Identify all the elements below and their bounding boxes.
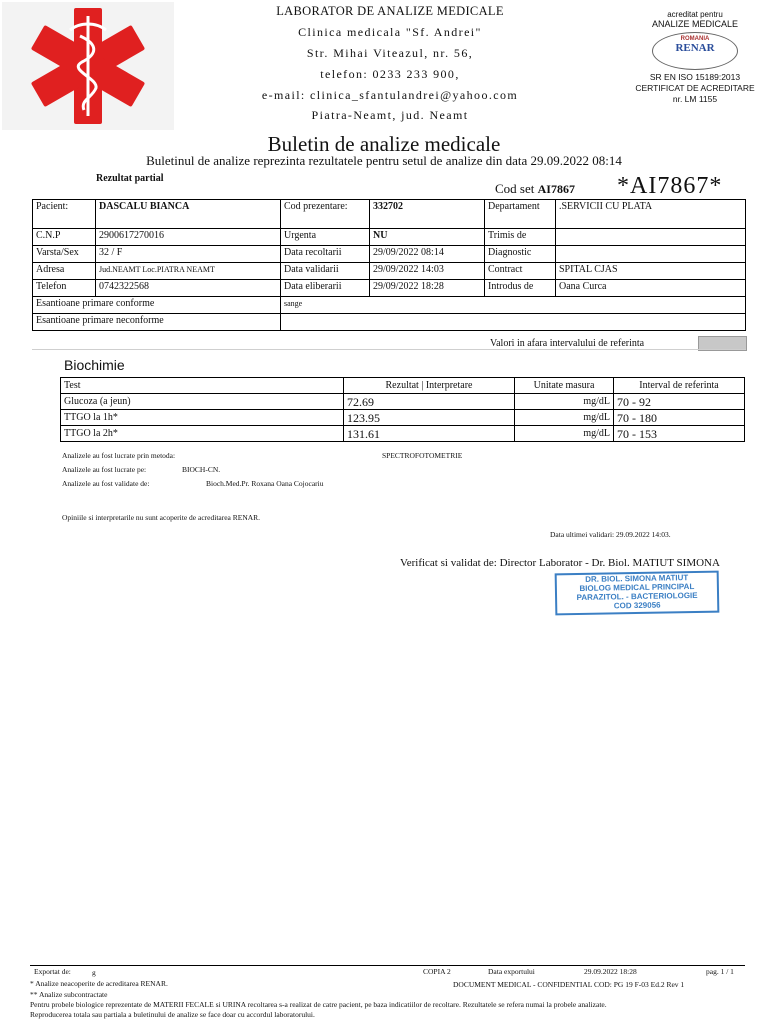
cnp-label: C.N.P <box>33 229 96 246</box>
contract-value: SPITAL CJAS <box>556 263 746 280</box>
stamp-line1: DR. BIOL. SIMONA MATIUT <box>585 573 689 584</box>
urgenta-label: Urgenta <box>281 229 370 246</box>
renar-logo <box>652 32 738 70</box>
table-row <box>33 246 746 263</box>
data-validarii-label: Data validarii <box>281 263 370 280</box>
lab-name: LABORATOR DE ANALIZE MEDICALE <box>276 4 504 18</box>
report-title: Buletin de analize medicale <box>267 132 501 156</box>
stamp-line4: COD 329056 <box>613 600 661 611</box>
test-ref: 70 - 180 <box>614 410 745 426</box>
table-header-row <box>61 378 745 394</box>
test-unit: mg/dL <box>515 426 614 442</box>
renar-logo-main: RENAR <box>675 42 715 54</box>
accreditation-line1: acreditat pentru <box>667 10 723 19</box>
samples-nonconform-label: Esantioane primare neconforme <box>33 314 281 331</box>
export-date-label: Data exportului <box>488 967 535 976</box>
urgenta-value: NU <box>370 229 485 246</box>
clinic-phone: telefon: 0233 233 900, <box>320 67 460 81</box>
partial-result-label: Rezultat partial <box>96 173 164 184</box>
test-ref: 70 - 92 <box>614 394 745 410</box>
data-validarii-value: 29/09/2022 14:03 <box>370 263 485 280</box>
patient-name: DASCALU BIANCA <box>96 200 281 229</box>
cod-prezentare-label: Cod prezentare: <box>281 200 370 229</box>
cod-prezentare-value: 332702 <box>370 200 485 229</box>
samples-conform-value: sange <box>281 297 746 314</box>
section-title: Biochimie <box>64 357 125 373</box>
instrument-label: Analizele au fost lucrate pe: <box>62 465 147 474</box>
validated-by-value: Bioch.Med.Pr. Roxana Oana Cojocariu <box>206 479 324 488</box>
accreditation-standard: SR EN ISO 15189:2013 <box>649 72 741 82</box>
departament-value: .SERVICII CU PLATA <box>556 200 746 229</box>
last-validation: Data ultimei validari: 29.09.2022 14:03. <box>550 530 671 539</box>
telefon-value: 0742322568 <box>96 280 281 297</box>
divider <box>32 349 746 350</box>
table-row <box>33 297 746 314</box>
footer-note4: Reproducerea totala sau partiala a buletinului de analize se face doar cu accordul laboratorului. <box>30 1010 315 1019</box>
data-eliberarii-label: Data eliberarii <box>281 280 370 297</box>
cod-set-value: AI7867 <box>537 182 575 196</box>
table-row <box>61 410 745 426</box>
varsta-sex-value: 32 / F <box>96 246 281 263</box>
renar-logo-top: ROMANIA <box>680 36 710 42</box>
test-name: TTGO la 1h* <box>61 410 344 426</box>
clinic-name: Clinica medicala "Sf. Andrei" <box>298 25 482 39</box>
clinic-email: e-mail: clinica_sfantulandrei@yahoo.com <box>261 88 519 102</box>
test-ref: 70 - 153 <box>614 426 745 442</box>
contract-label: Contract <box>485 263 556 280</box>
star-of-life-icon <box>2 2 174 130</box>
col-unit: Unitate masura <box>515 378 614 394</box>
cod-set-label: Cod set <box>495 181 535 196</box>
table-row <box>33 263 746 280</box>
accreditation-certificate: CERTIFICAT DE ACREDITARE <box>635 83 755 93</box>
test-value: 131.61 <box>344 426 515 442</box>
instrument-value: BIOCH-CN. <box>182 465 221 474</box>
cod-set <box>495 181 575 197</box>
clinic-street: Str. Mihai Viteazul, nr. 56, <box>306 46 474 60</box>
document-code: DOCUMENT MEDICAL - CONFIDENTIAL COD: PG 19 F-03 Ed.2 Rev 1 <box>453 980 685 989</box>
test-name: TTGO la 2h* <box>61 426 344 442</box>
col-test: Test <box>61 378 344 394</box>
page-number: pag. 1 / 1 <box>706 967 734 976</box>
table-row <box>33 200 746 229</box>
departament-label: Departament <box>485 200 556 229</box>
footer-note2: ** Analize subcontractate <box>30 990 108 999</box>
validated-by-label: Analizele au fost validate de: <box>62 479 150 488</box>
opinion-note: Opiniile si interpretarile nu sunt acoperite de acreditarea RENAR. <box>62 513 261 522</box>
accreditation-line2: ANALIZE MEDICALE <box>651 19 739 29</box>
export-date-value: 29.09.2022 18:28 <box>584 967 637 976</box>
legend-text: Valori in afara intervalului de referinta <box>490 338 645 349</box>
samples-conform-label: Esantioane primare conforme <box>33 297 281 314</box>
signature-stamp <box>555 571 720 616</box>
varsta-sex-label: Varsta/Sex <box>33 246 96 263</box>
samples-nonconform-value <box>281 314 746 331</box>
copy-label: COPIA 2 <box>423 967 451 976</box>
table-row <box>33 280 746 297</box>
accreditation-block <box>625 10 765 105</box>
stamp-line3: PARAZITOL. - BACTERIOLOGIE <box>576 590 698 603</box>
method-value: SPECTROFOTOMETRIE <box>382 451 463 460</box>
table-row <box>33 229 746 246</box>
trimis-de-label: Trimis de <box>485 229 556 246</box>
col-ref: Interval de referinta <box>614 378 745 394</box>
results-table <box>60 377 745 442</box>
test-value: 72.69 <box>344 394 515 410</box>
trimis-de-value <box>556 229 746 246</box>
test-value: 123.95 <box>344 410 515 426</box>
accreditation-number: nr. LM 1155 <box>672 94 718 104</box>
introdus-de-label: Introdus de <box>485 280 556 297</box>
footer-divider <box>30 965 745 966</box>
clinic-city: Piatra-Neamt, jud. Neamt <box>311 108 469 122</box>
method-label: Analizele au fost lucrate prin metoda: <box>62 451 176 460</box>
telefon-label: Telefon <box>33 280 96 297</box>
cnp-value: 2900617270016 <box>96 229 281 246</box>
barcode-text: *AI7867* <box>617 173 723 199</box>
stamp-line2: BIOLOG MEDICAL PRINCIPAL <box>579 581 695 594</box>
data-recoltarii-value: 29/09/2022 08:14 <box>370 246 485 263</box>
patient-info-table <box>32 199 746 331</box>
table-row <box>33 314 746 331</box>
test-unit: mg/dL <box>515 394 614 410</box>
test-unit: mg/dL <box>515 410 614 426</box>
adresa-label: Adresa <box>33 263 96 280</box>
data-eliberarii-value: 29/09/2022 18:28 <box>370 280 485 297</box>
exported-by-label: Exportat de: <box>34 967 71 976</box>
test-name: Glucoza (a jeun) <box>61 394 344 410</box>
diagnostic-value <box>556 246 746 263</box>
diagnostic-label: Diagnostic <box>485 246 556 263</box>
col-result: Rezultat | Interpretare <box>344 378 515 394</box>
table-row <box>61 426 745 442</box>
report-subtitle: Buletinul de analize reprezinta rezultatele pentru setul de analize din data 29.09.2022 08:14 <box>146 153 622 168</box>
footer-note3: Pentru probele biologice reprezentate de MATERII FECALE si URINA recoltarea s-a realizat de catre pacient, pe baza indicatiilor de recoltare. Rezultatele se refera numai la probele analizate. <box>30 1000 607 1009</box>
footer-note1: * Analize neacoperite de acreditarea RENAR. <box>30 979 168 988</box>
exported-by-value: g <box>92 968 96 977</box>
table-row <box>61 394 745 410</box>
data-recoltarii-label: Data recoltarii <box>281 246 370 263</box>
clinic-logo <box>2 2 174 130</box>
verification-text: Verificat si validat de: Director Laborator - Dr. Biol. MATIUT SIMONA <box>400 557 720 569</box>
adresa-value: Jud.NEAMT Loc.PIATRA NEAMT <box>96 263 281 280</box>
patient-label: Pacient: <box>33 200 96 229</box>
introdus-de-value: Oana Curca <box>556 280 746 297</box>
